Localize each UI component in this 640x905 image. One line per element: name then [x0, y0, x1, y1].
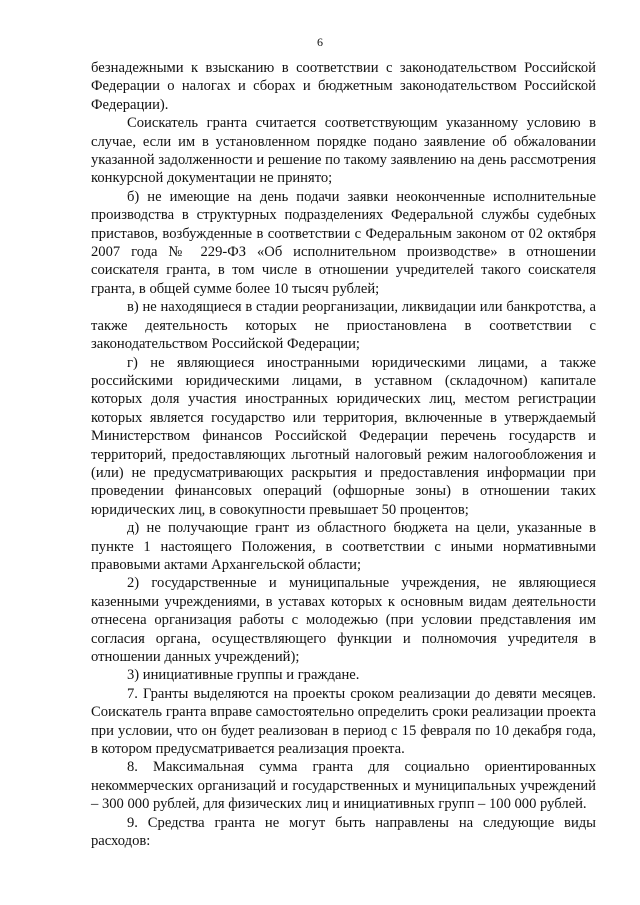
- paragraph-section-7: 7. Гранты выделяются на проекты сроком реализации до девяти месяцев. Соискатель гранта вправе самостоятельно определить сроки реализации проекта при условии, что он будет реализован в период с 15 февраля по 10 декабря года, в котором предусматривается реализация проекта.: [91, 685, 596, 758]
- paragraph-item-v: в) не находящиеся в стадии реорганизации, ликвидации или банкротства, а также деятельность которых не приостановлена в соответствии с законодательством Российской Федерации;: [91, 299, 596, 353]
- paragraph-section-9: 9. Средства гранта не могут быть направлены на следующие виды расходов:: [91, 814, 596, 850]
- paragraph-item-2: 2) государственные и муниципальные учреждения, не являющиеся казенными учреждениями, в уставах которых к основным видам деятельности отнесена организация работы с молодежью (при условии представления им согласия органа, осуществляющего функции и полномочия учредителя в отношении данных учреждений);: [91, 575, 596, 665]
- paragraph-continuation: безнадежными к взысканию в соответствии с законодательством Российской Федерации о налогах и сборах и бюджетным законодательством Российской Федерации).: [91, 60, 596, 113]
- paragraph-debt-appeal: Соискатель гранта считается соответствующим указанному условию в случае, если им в установленном порядке подано заявление об обжаловании указанной задолженности и решение по такому заявлению на день рассмотрения конкурсной документации не принято;: [91, 115, 596, 187]
- document-body: [91, 59, 596, 850]
- paragraph-item-g: г) не являющиеся иностранными юридическими лицами, а также российскими юридическими лицами, в уставном (складочном) капитале которых доля участия иностранных юридических лиц, местом регистрации которых является государство или территория, включенные в утверждаемый Министерством финансов Российской Федерации перечень государств и территорий, предоставляющих льготный налоговый режим налогообложения и (или) не предусматривающих раскрытия и предоставления информации при проведении финансовых операций (офшорные зоны) в отношении таких юридических лиц, в совокупности превышает 50 процентов;: [91, 354, 596, 518]
- paragraph-item-b: б) не имеющие на день подачи заявки неоконченные исполнительные производства в структурных подразделениях Федеральной службы судебных приставов, возбужденные в соответствии с Федеральным законом от 02 октября 2007 года № 229-ФЗ «Об исполнительном производстве» в отношении соискателя гранта, в том числе в отношении учредителей такого соискателя гранта, в общей сумме более 10 тысяч рублей;: [91, 188, 596, 297]
- paragraph-section-8: 8. Максимальная сумма гранта для социально ориентированных некоммерческих организаций и государственных и муниципальных учреждений – 300 000 рублей, для физических лиц и инициативных групп – 100 000 рублей.: [91, 759, 596, 813]
- paragraph-item-3: 3) инициативные группы и граждане.: [127, 667, 360, 684]
- paragraph-item-d: д) не получающие грант из областного бюджета на цели, указанные в пункте 1 настоящего Положения, в соответствии с иными нормативными правовыми актами Архангельской области;: [91, 520, 596, 573]
- page-number: 6: [317, 35, 323, 49]
